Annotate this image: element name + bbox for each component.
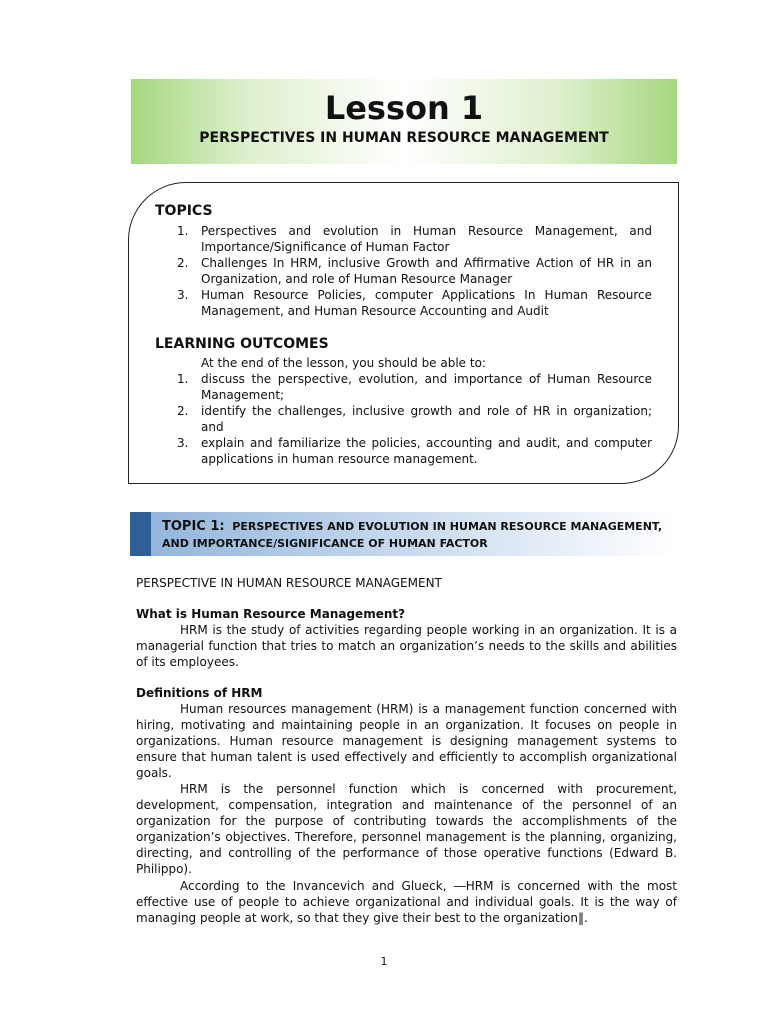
outcome-text: discuss the perspective, evolution, and importance of Human Resource Management; — [201, 372, 652, 402]
topic-bar-accent — [130, 512, 151, 556]
learning-outcomes-list — [177, 371, 652, 467]
page-number: 1 — [380, 955, 388, 968]
q1-paragraph: HRM is the study of activities regarding people working in an organization. It is a managerial function that tries to match an organization’s needs to the skills and abilities of its employees. — [136, 623, 677, 669]
section-heading: PERSPECTIVE IN HUMAN RESOURCE MANAGEMENT — [136, 576, 442, 590]
topic-number: 2. — [177, 256, 189, 270]
topic-item — [177, 287, 652, 319]
definitions-heading: Definitions of HRM — [136, 686, 263, 700]
topic-item — [177, 223, 652, 255]
definition-paragraph-3: According to the Invancevich and Glueck, ―HRM is concerned with the most effective use of people to achieve organizational and individual goals. It is the way of managing people at work, so that they give their best to the organization‖. — [136, 879, 677, 925]
definition-paragraph-2: HRM is the personnel function which is concerned with procurement, development, compensation, integration and maintenance of the personnel of an organization for the purpose of contributing towards the accomplishments of the organization’s objectives. Therefore, personnel management is the planning, organizing, directing, and controlling of the performance of those operative functions (Edward B. Philippo). — [136, 782, 677, 876]
lesson-subtitle: PERSPECTIVES IN HUMAN RESOURCE MANAGEMENT — [199, 130, 609, 146]
definition-paragraph-1: Human resources management (HRM) is a management function concerned with hiring, motivating and maintaining people in an organization. It focuses on people in organizations. Human resource management is designing management systems to ensure that human talent is used effectively and efficiently to accomplish organizational goals. — [136, 702, 677, 780]
lesson-banner — [131, 79, 677, 164]
outcome-text: explain and familiarize the policies, accounting and audit, and computer applications in human resource management. — [201, 436, 652, 466]
topic-title: PERSPECTIVES AND EVOLUTION IN HUMAN RESOURCE MANAGEMENT, AND IMPORTANCE/SIGNIFICANCE OF HUMAN FACTOR — [162, 520, 663, 550]
outcome-number: 3. — [177, 436, 189, 450]
topic-text: Perspectives and evolution in Human Resource Management, and Importance/Significance of Human Factor — [201, 224, 652, 254]
topic-1-bar — [130, 512, 675, 556]
topics-outcomes-box — [128, 182, 679, 484]
outcome-item — [177, 403, 652, 435]
outcome-item — [177, 371, 652, 403]
topic-number: 1. — [177, 224, 189, 238]
topic-text: Challenges In HRM, inclusive Growth and Affirmative Action of HR in an Organization, and role of Human Resource Manager — [201, 256, 652, 286]
topic-text: Human Resource Policies, computer Applications In Human Resource Management, and Human Resource Accounting and Audit — [201, 288, 652, 318]
outcome-item — [177, 435, 652, 467]
q1-heading: What is Human Resource Management? — [136, 607, 406, 621]
topics-heading: TOPICS — [155, 203, 213, 219]
outcome-number: 1. — [177, 372, 189, 386]
lesson-title: Lesson 1 — [324, 89, 484, 127]
topic-label: TOPIC 1: — [162, 519, 225, 534]
topic-number: 3. — [177, 288, 189, 302]
topic-bar-text — [162, 518, 667, 552]
learning-outcomes-heading: LEARNING OUTCOMES — [155, 336, 329, 352]
learning-outcomes-intro: At the end of the lesson, you should be able to: — [201, 356, 486, 370]
topics-list — [177, 223, 652, 319]
outcome-text: identify the challenges, inclusive growth and role of HR in organization; and — [201, 404, 652, 434]
topic-item — [177, 255, 652, 287]
outcome-number: 2. — [177, 404, 189, 418]
